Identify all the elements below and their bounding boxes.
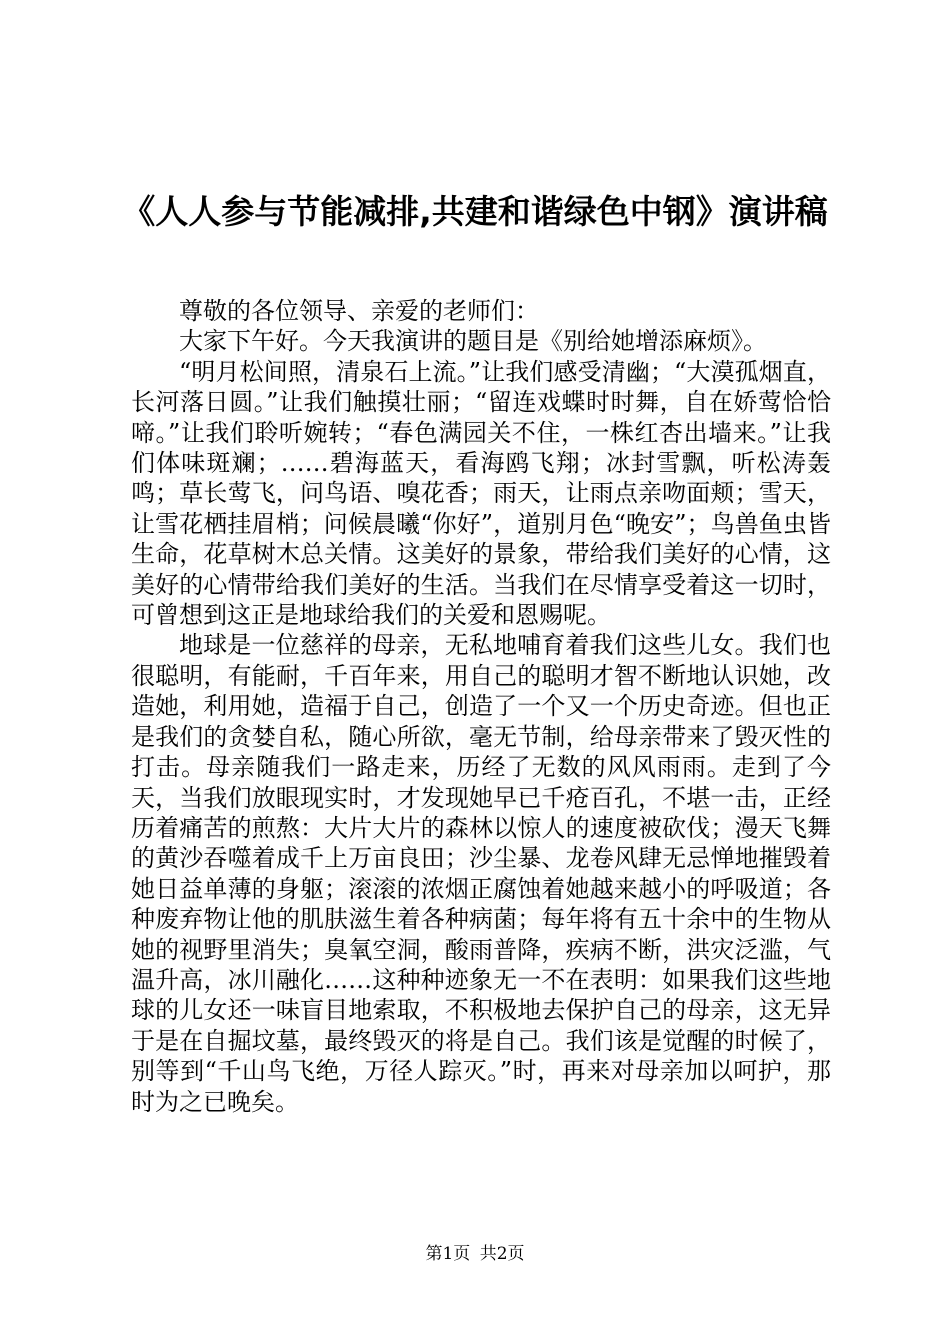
greeting-paragraph: 大家下午好。今天我演讲的题目是《别给她增添麻烦》。 <box>179 327 767 356</box>
page-footer <box>0 1244 950 1264</box>
body-paragraph: “明月松间照，清泉石上流。”让我们感受清幽；“大漠孤烟直，长河落日圆。”让我们触摸壮丽；“留连戏蝶时时舞，自在娇莺恰恰啼。”让我们聆听婉转；“春色满园关不住，一株红杏出墙来。”让我们体味斑斓；……碧海蓝天，看海鸥飞翔；冰封雪飘，听松涛轰鸣；草长莺飞，问鸟语、嗅花香；雨天，让雨点亲吻面颊；雪天，让雪花栖挂眉梢；问候晨曦“你好”，道别月色“晚安”；鸟兽鱼虫皆生命，花草树木总关情。这美好的景象，带给我们美好的心情，这美好的心情带给我们美好的生活。当我们在尽情享受着这一切时，可曾想到这正是地球给我们的关爱和恩赐呢。 <box>131 357 831 630</box>
document-title: 《人人参与节能减排,共建和谐绿色中钢》演讲稿 <box>122 192 828 231</box>
document-body <box>131 296 831 1117</box>
salutation-paragraph: 尊敬的各位领导、亲爱的老师们： <box>179 297 539 325</box>
body-paragraph: 地球是一位慈祥的母亲，无私地哺育着我们这些儿女。我们也很聪明，有能耐，千百年来，用自己的聪明才智不断地认识她，改造她，利用她，造福于自己，创造了一个又一个历史奇迹。但也正是我们的贪婪自私，随心所欲，毫无节制，给母亲带来了毁灭性的打击。母亲随我们一路走来，历经了无数的风风雨雨。走到了今天，当我们放眼现实时，才发现她早已千疮百孔，不堪一击，正经历着痛苦的煎熬：大片大片的森林以惊人的速度被砍伐；漫天飞舞的黄沙吞噬着成千上万亩良田；沙尘暴、龙卷风肆无忌惮地摧毁着她日益单薄的身躯；滚滚的浓烟正腐蚀着她越来越小的呼吸道；各种废弃物让他的肌肤滋生着各种病菌；每年将有五十余中的生物从她的视野里消失；臭氧空洞，酸雨普降，疾病不断，洪灾泛滥，气温升高，冰川融化……这种种迹象无一不在表明：如果我们这些地球的儿女还一味盲目地索取，不积极地去保护自己的母亲，这无异于是在自掘坟墓，最终毁灭的将是自己。我们该是觉醒的时候了，别等到“千山鸟飞绝，万径人踪灭。”时，再来对母亲加以呵护，那时为之已晚矣。 <box>131 631 831 1116</box>
page-number-current: 第1页 <box>425 1244 471 1264</box>
page-number-total: 共2页 <box>479 1244 525 1264</box>
